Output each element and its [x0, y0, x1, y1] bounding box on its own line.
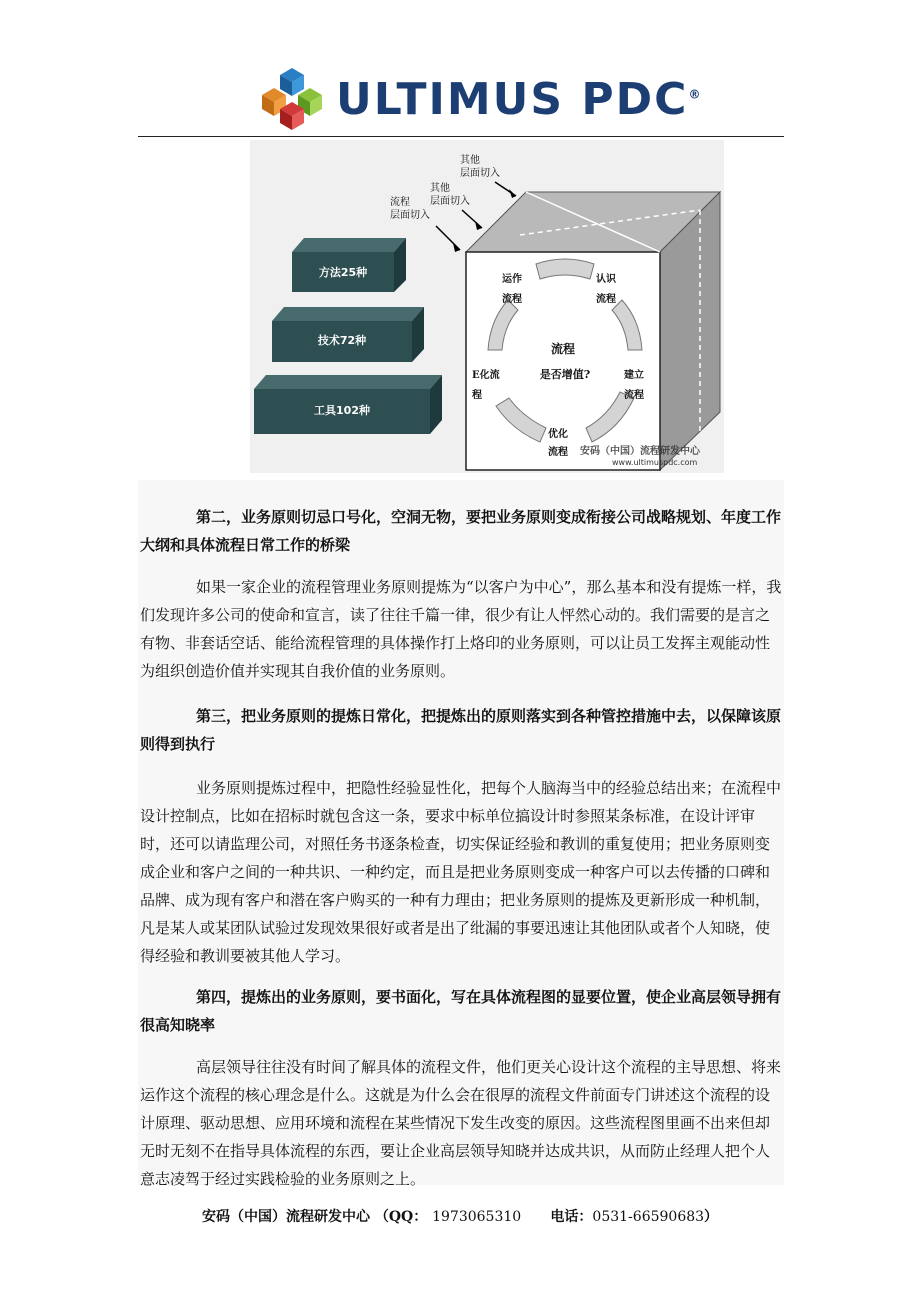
cycle-label-e: E化流 程 — [472, 370, 500, 401]
footer-tel: 0531-66590683 — [592, 1209, 705, 1225]
section-heading-2: 第二，业务原则切忌口号化，空洞无物，要把业务原则变成衔接公司战略规划、年度工作大纲和具体流程日常工作的桥梁 — [140, 508, 782, 554]
cycle-label-recognize: 认识 流程 — [596, 274, 616, 305]
center-title: 流程 — [550, 342, 575, 356]
footer-qq-label: （QQ： — [374, 1209, 428, 1225]
section-heading-3: 第三，把业务原则的提炼日常化，把提炼出的原则落实到各种管控措施中去，以保障该原则得到执行 — [140, 707, 782, 753]
watermark-url: www.ultimuspdc.com — [612, 458, 698, 467]
section-paragraph-3: 业务原则提炼过程中，把隐性经验显性化，把每个人脑海当中的经验总结出来；在流程中设计控制点，比如在招标时就包含这一条，要求中标单位搞设计时参照某条标准，在设计评审时，还可以请监理公司，对照任务书逐条检查，切实保证经验和教训的重复使用；把业务原则变成企业和客户之间的一种共识、一种约定，而且是把业务原则变成一种客户可以去传播的口碑和品牌、成为现有客户和潜在客户购买的一种有力理由；把业务原则的提炼及更新形成一种机制，凡是某人或某团队试验过发现效果很好或者是出了纰漏的事要迅速让其他团队或者个人知晓，使得经验和教训要被其他人学习。 — [140, 779, 782, 965]
callout-other-1: 其他 层面切入 — [460, 155, 500, 179]
section-paragraph-4: 高层领导往往没有时间了解具体的流程文件，他们更关心设计这个流程的主导思想、将来运作这个流程的核心理念是什么。这就是为什么会在很厚的流程文件前面专门讲述这个流程的设计原理、驱动思想、应用环境和流程在某些情况下发生改变的原因。这些流程图里画不出来但却无时无刻不在指导具体流程的东西，要让企业高层领导知晓并达成共识，从而防止经理人把个人意志凌驾于经过实践检验的业务原则之上。 — [140, 1058, 782, 1188]
watermark-cn: 安码（中国）流程研发中心 — [580, 446, 700, 457]
callout-process: 流程 层面切入 — [390, 197, 430, 221]
ultimus-logo — [262, 66, 703, 132]
footer-org: 安码（中国）流程研发中心 — [201, 1209, 370, 1225]
header-divider — [138, 136, 784, 137]
page-footer — [0, 1206, 920, 1226]
block-label-methods: 方法25种 — [318, 266, 368, 279]
block-label-techniques: 技术72种 — [317, 334, 367, 347]
block-label-tools: 工具102种 — [314, 404, 370, 417]
footer-tel-label: 电话： — [550, 1209, 593, 1225]
cycle-label-build: 建立 流程 — [624, 370, 644, 401]
callout-other-2: 其他 层面切入 — [430, 183, 470, 207]
cube-logo-icon — [262, 66, 322, 132]
cycle-label-optimize: 优化 流程 — [548, 429, 568, 458]
section-paragraph-2: 如果一家企业的流程管理业务原则提炼为“以客户为中心”，那么基本和没有提炼一样，我们发现许多公司的使命和宣言，读了往往千篇一律，很少有让人怦然心动的。我们需要的是言之有物、非套话空话、能给流程管理的具体操作打上烙印的业务原则，可以让员工发挥主观能动性为组织创造价值并实现其自我价值的业务原则。 — [140, 578, 782, 680]
process-figure — [250, 140, 724, 473]
logo-wordmark: ULTIMUS PDC® — [336, 74, 703, 125]
center-question: 是否增值? — [539, 368, 591, 381]
footer-close: ） — [704, 1209, 719, 1225]
process-diagram — [250, 140, 724, 473]
footer-qq: 1973065310 — [432, 1209, 522, 1225]
section-heading-4: 第四，提炼出的业务原则，要书面化，写在具体流程图的显要位置，使企业高层领导拥有很高知晓率 — [140, 988, 782, 1034]
cycle-label-operate: 运作 流程 — [502, 274, 522, 305]
